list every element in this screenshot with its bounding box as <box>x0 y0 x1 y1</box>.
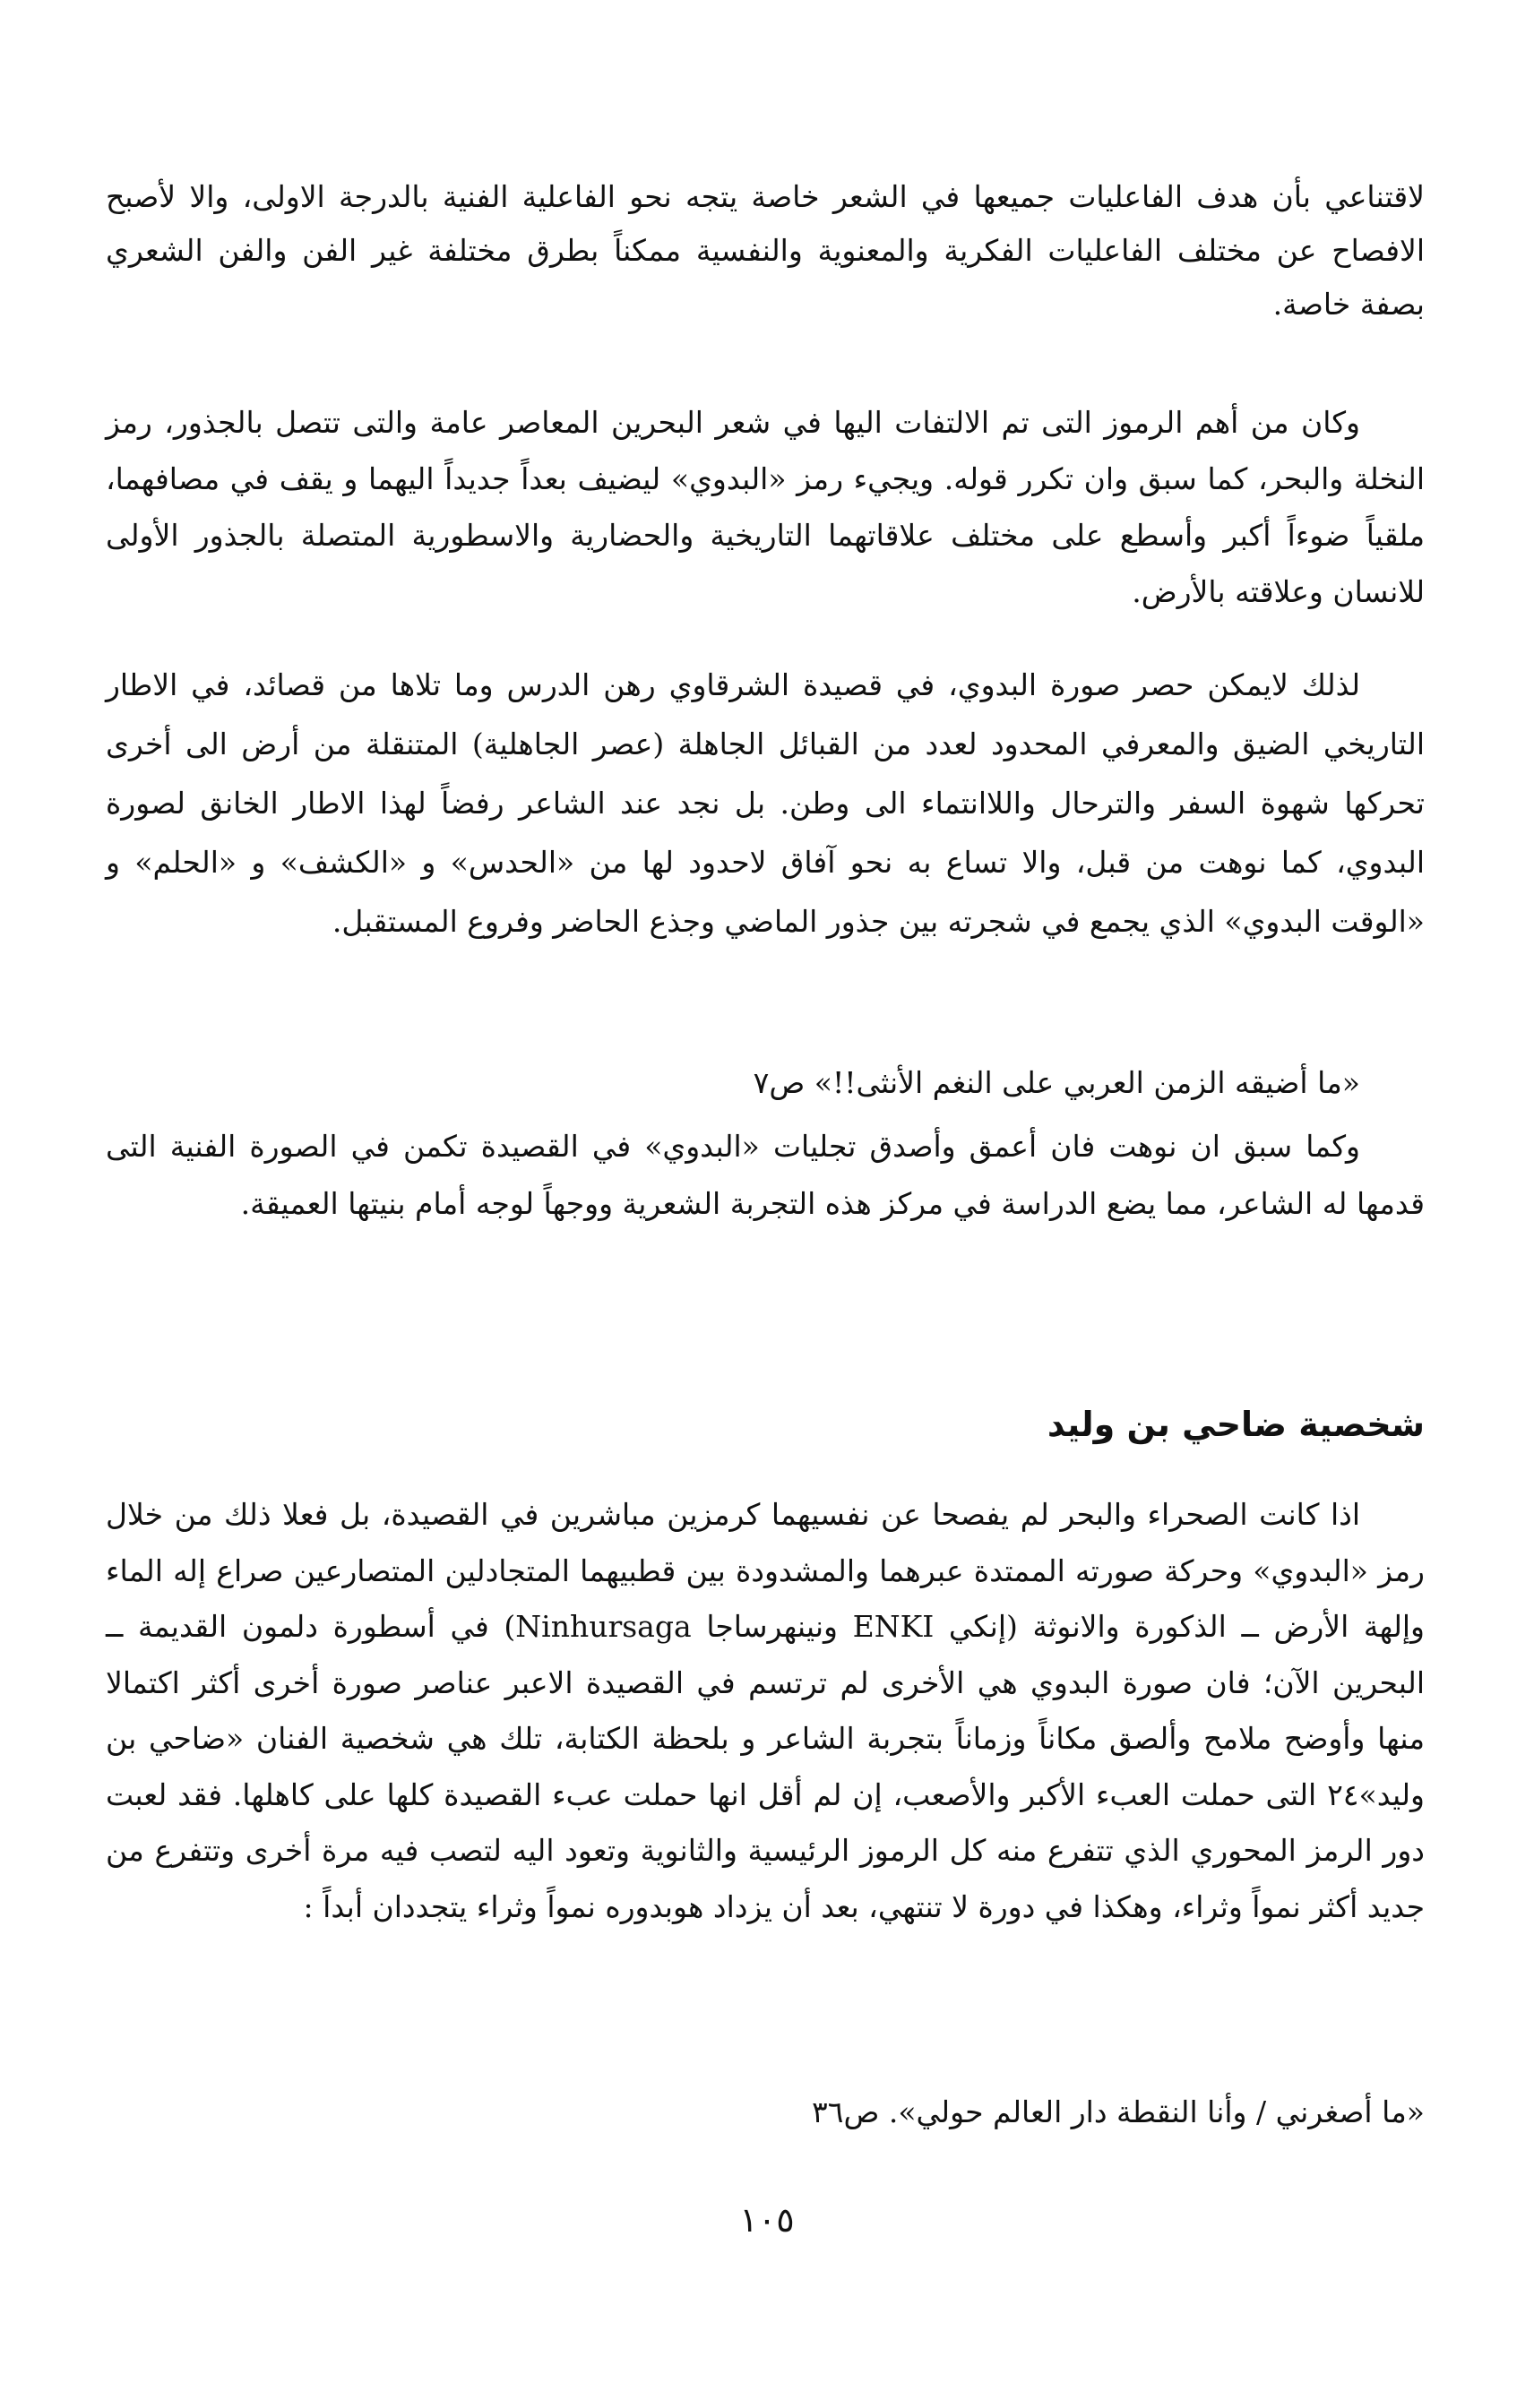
section-heading: شخصية ضاحي بن وليد <box>1047 1405 1425 1444</box>
paragraph-artistic-image-text: وكما سبق ان نوهت فان أعمق وأصدق تجليات «البدوي» في القصيدة تكمن في الصورة الفنية التى قدمها له الشاعر، مما يضع الدراسة في مركز هذه التجربة الشعرية ووجهاً لوجه أمام بنيتها العميقة. <box>106 1129 1425 1221</box>
poem-quote-arab-time <box>106 1055 1425 1111</box>
paragraph-bedouin-symbol <box>106 394 1425 620</box>
paragraph-bedouin-image <box>106 656 1425 951</box>
paragraph-dahi-character-text: اذا كانت الصحراء والبحر لم يفصحا عن نفسيهما كرمزين مباشرين في القصيدة، بل فعلا ذلك من خلال رمز «البدوي» وحركة صورته الممتدة عبرهما والمشدودة بين قطبيهما المتجادلين المتصارعين صراع إله الماء وإلهة الأرض ــ الذكورة والانوثة (إنكي ENKI ونينهرساجا Ninhursaga) في أسطورة دلمون القديمة ــ البحرين الآن؛ فان صورة البدوي هي الأخرى لم ترتسم في القصيدة الاعبر عناصر صورة أخرى أكثر اكتمالا منها وأوضح ملامح وألصق مكاناً وزماناً بتجربة الشاعر و بلحظة الكتابة، تلك هي شخصية الفنان «ضاحي بن وليد»٢٤ التى حملت العبء الأكبر والأصعب، إن لم أقل انها حملت عبء القصيدة كلها على كاهلها. فقد لعبت دور الرمز المحوري الذي تتفرع منه كل الرموز الرئيسية والثانوية وتعود اليه لتصب فيه مرة أخرى وتتفرع من جديد أكثر نمواً وثراء، وهكذا في دورة لا تنتهي، بعد أن يزداد هوبدوره نمواً وثراء يتجددان أبداً : <box>106 1497 1425 1924</box>
paragraph-dahi-character <box>106 1487 1425 1935</box>
paragraph-artistic-image <box>106 1118 1425 1233</box>
paragraph-bedouin-symbol-text: وكان من أهم الرموز التى تم الالتفات اليها في شعر البحرين المعاصر عامة والتى تتصل بالجذور، رمز النخلة والبحر، كما سبق وان تكرر قوله. ويجيء رمز «البدوي» ليضيف بعداً جديداً اليهما و يقف في مصافهما، ملقياً ضوءاً أكبر وأسطع على مختلف علاقاتهما التاريخية والحضارية والاسطورية المتصلة بالجذور الأولى للانسان وعلاقته بالأرض. <box>106 405 1425 609</box>
page-number: ١٠٥ <box>739 2200 795 2240</box>
paragraph-bedouin-image-text: لذلك لايمكن حصر صورة البدوي، في قصيدة الشرقاوي رهن الدرس وما تلاها من قصائد، في الاطار التاريخي الضيق والمعرفي المحدود لعدد من القبائل الجاهلة (عصر الجاهلية) المتنقلة من أرض الى أخرى تحركها شهوة السفر والترحال واللاانتماء الى وطن. بل نجد عند الشاعر رفضاً لهذا الاطار الخانق لصورة البدوي، كما نوهت من قبل، والا تساع به نحو آفاق لاحدود لها من «الحدس» و «الكشف» و «الحلم» و «الوقت البدوي» الذي يجمع في شجرته بين جذور الماضي وجذع الحاضر وفروع المستقبل. <box>106 667 1425 939</box>
poem-quote-small-self: «ما أصغرني / وأنا النقطة دار العالم حولي». ص٣٦ <box>812 2094 1425 2129</box>
poem-quote-arab-time-text: «ما أضيقه الزمن العربي على النغم الأنثى!!» ص٧ <box>753 1065 1360 1100</box>
paragraph-artistic-function: لاقتناعي بأن هدف الفاعليات جميعها في الشعر خاصة يتجه نحو الفاعلية الفنية بالدرجة الاولى، والا لأصبح الافصاح عن مختلف الفاعليات الفكرية والمعنوية والنفسية ممكناً بطرق مختلفة غير الفن والفن الشعري بصفة خاصة. <box>106 179 1426 322</box>
